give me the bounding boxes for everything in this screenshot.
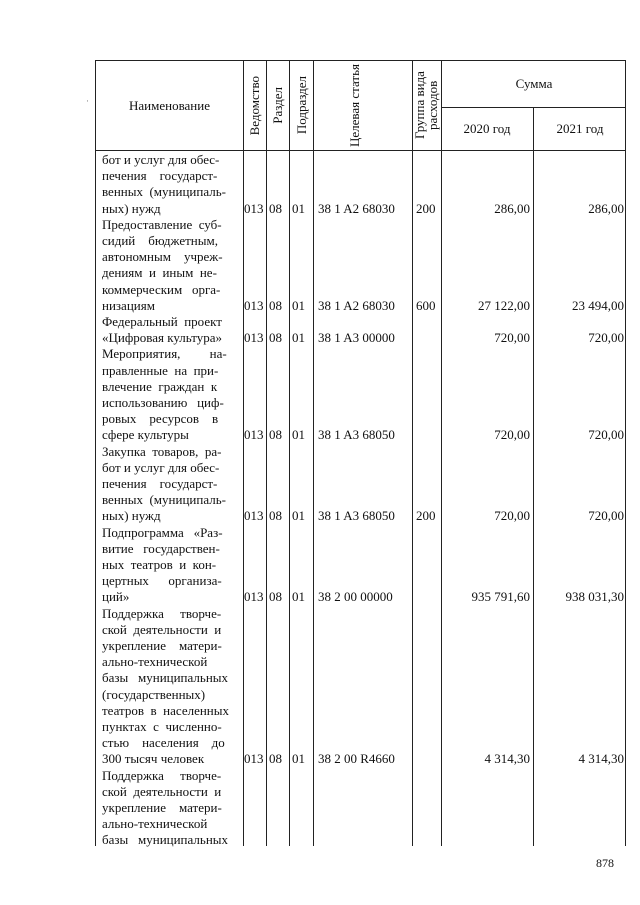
row-name-line: стью населения до — [102, 735, 225, 751]
row-name-line: укрепление матери- — [102, 638, 222, 653]
row-name-line: дениям и иным не- — [102, 265, 217, 281]
cell-vedomstvo: 013 — [244, 297, 264, 313]
cell-celevaya-statya: 38 2 00 00000 — [318, 589, 393, 605]
cell-podrazdel: 01 — [292, 427, 305, 443]
row-name-line: Предоставление суб- — [102, 216, 222, 232]
row-name-line: сфере культуры — [102, 427, 189, 443]
row-name-line: бот и услуг для обес- — [102, 459, 220, 475]
row-name-line: ской деятельности и — [102, 783, 222, 799]
cell-vedomstvo: 013 — [244, 200, 264, 216]
cell-sum-2021: 720,00 — [588, 330, 624, 346]
header-gruppa-cell — [412, 61, 441, 150]
cell-podrazdel: 01 — [292, 200, 305, 216]
row-name-line: базы муниципальных — [102, 832, 229, 848]
cell-razdel: 08 — [269, 427, 282, 443]
header-razdel-cell — [266, 61, 289, 150]
col-divider-gruppa — [441, 61, 442, 846]
cell-sum-2021: 720,00 — [588, 427, 624, 443]
row-name-line: правленные на при- — [102, 362, 219, 378]
cell-vedomstvo: 013 — [244, 508, 264, 524]
row-name-line: Мероприятия, на- — [102, 346, 227, 362]
header-podrazdel-cell — [289, 61, 313, 150]
row-name-line: ных) нужд — [102, 508, 161, 524]
header-vedomstvo-cell — [243, 61, 266, 150]
row-name-line: печения государст- — [102, 168, 218, 184]
header-year-2020: 2020 год — [463, 120, 511, 136]
header-vedomstvo: Ведомство — [247, 75, 262, 136]
cell-razdel: 08 — [269, 297, 282, 313]
cell-vedomstvo: 013 — [244, 330, 264, 346]
cell-razdel: 08 — [269, 508, 282, 524]
cell-sum-2020: 720,00 — [494, 427, 530, 443]
cell-sum-2020: 27 122,00 — [478, 297, 530, 313]
row-name-line: ровых ресурсов в — [102, 411, 219, 427]
cell-sum-2020: 4 314,30 — [484, 751, 530, 767]
page-number: 878 — [596, 856, 614, 870]
header-summa: Сумма — [515, 76, 553, 91]
col-divider-podrazdel — [313, 61, 314, 846]
col-divider-razdel — [289, 61, 290, 846]
cell-sum-2021: 938 031,30 — [565, 589, 624, 605]
cell-celevaya-statya: 38 1 A3 68050 — [318, 427, 395, 443]
cell-gruppa: 200 — [416, 508, 436, 524]
cell-podrazdel: 01 — [292, 508, 305, 524]
row-name-line: ций» — [102, 589, 130, 605]
cell-podrazdel: 01 — [292, 330, 305, 346]
cell-razdel: 08 — [269, 751, 282, 767]
cell-celevaya-statya: 38 2 00 R4660 — [318, 751, 395, 767]
header-year-2021: 2021 год — [556, 120, 604, 136]
cell-gruppa: 600 — [416, 297, 436, 313]
row-name-line: Закупка товаров, ра- — [102, 443, 222, 459]
row-name-line: цертных организа- — [102, 573, 222, 589]
header-name: Наименование — [129, 97, 210, 113]
cell-celevaya-statya: 38 1 A2 68030 — [318, 200, 395, 216]
cell-celevaya-statya: 38 1 A3 68050 — [318, 508, 395, 524]
cell-gruppa: 200 — [416, 200, 436, 216]
row-name-line: ных) нужд — [102, 200, 161, 216]
cell-razdel: 08 — [269, 589, 282, 605]
row-name-line: 300 тысяч человек — [102, 751, 205, 767]
cell-celevaya-statya: 38 1 A3 00000 — [318, 330, 395, 346]
row-name-line: коммерческим орга- — [102, 281, 221, 297]
row-name-line: венных (муниципаль- — [102, 184, 226, 200]
col-divider-sum — [533, 107, 534, 846]
cell-podrazdel: 01 — [292, 751, 305, 767]
row-name-line: автономным учреж- — [102, 249, 223, 265]
row-name-line: укрепление матери- — [102, 800, 222, 815]
row-name-line: венных (муниципаль- — [102, 492, 226, 508]
row-name-line: ально-технической — [102, 816, 208, 832]
cell-sum-2020: 720,00 — [494, 330, 530, 346]
row-name-line: базы муниципальных — [102, 670, 229, 686]
row-name-line: бот и услуг для обес- — [102, 152, 220, 167]
row-name-line: влечение граждан к — [102, 378, 218, 394]
row-name-line: печения государст- — [102, 476, 218, 491]
cell-celevaya-statya: 38 1 A2 68030 — [318, 297, 395, 313]
cell-sum-2021: 23 494,00 — [572, 297, 624, 313]
cell-razdel: 08 — [269, 330, 282, 346]
row-name-line: ально-технической — [102, 654, 208, 670]
header-podrazdel: Подраздел — [293, 76, 309, 135]
cell-sum-2021: 720,00 — [588, 508, 624, 524]
cell-vedomstvo: 013 — [244, 589, 264, 605]
row-name-line: ных театров и кон- — [102, 557, 217, 572]
header-celevaya-statya: Целевая статья — [346, 63, 362, 147]
col-divider-celevaya — [412, 61, 413, 846]
row-name-line: использованию циф- — [102, 395, 224, 410]
header-bottom-line — [96, 150, 625, 151]
row-name-line: пунктах с численно- — [102, 719, 222, 734]
row-name-line: Федеральный проект — [102, 314, 222, 329]
cell-sum-2020: 286,00 — [494, 200, 530, 216]
cell-sum-2021: 4 314,30 — [578, 751, 624, 767]
row-name-line: Поддержка творче- — [102, 767, 222, 783]
header-celevaya-cell — [313, 61, 412, 150]
row-name-line: «Цифровая культура» — [102, 330, 222, 346]
cell-podrazdel: 01 — [292, 297, 305, 313]
row-name-line: сидий бюджетным, — [102, 233, 218, 248]
cell-sum-2021: 286,00 — [588, 200, 624, 216]
row-name-line: ской деятельности и — [102, 621, 222, 637]
header-razdel: Раздел — [270, 87, 285, 124]
cell-vedomstvo: 013 — [244, 427, 264, 443]
col-divider-name — [243, 61, 244, 846]
cell-vedomstvo: 013 — [244, 751, 264, 767]
row-name-line: театров в населенных — [102, 702, 229, 718]
row-name-line: Подпрограмма «Раз- — [102, 524, 223, 540]
row-name-line: Поддержка творче- — [102, 605, 222, 621]
header-gruppa-vida: Группа вида расходов — [411, 71, 440, 140]
cell-sum-2020: 720,00 — [494, 508, 530, 524]
row-name-line: (государственных) — [102, 686, 206, 702]
row-name-line: низациям — [102, 297, 155, 313]
cell-razdel: 08 — [269, 200, 282, 216]
cell-podrazdel: 01 — [292, 589, 305, 605]
cell-sum-2020: 935 791,60 — [471, 589, 530, 605]
col-divider-ved — [266, 61, 267, 846]
margin-tick: · — [86, 96, 89, 106]
row-name-line: витие государствен- — [102, 540, 220, 556]
